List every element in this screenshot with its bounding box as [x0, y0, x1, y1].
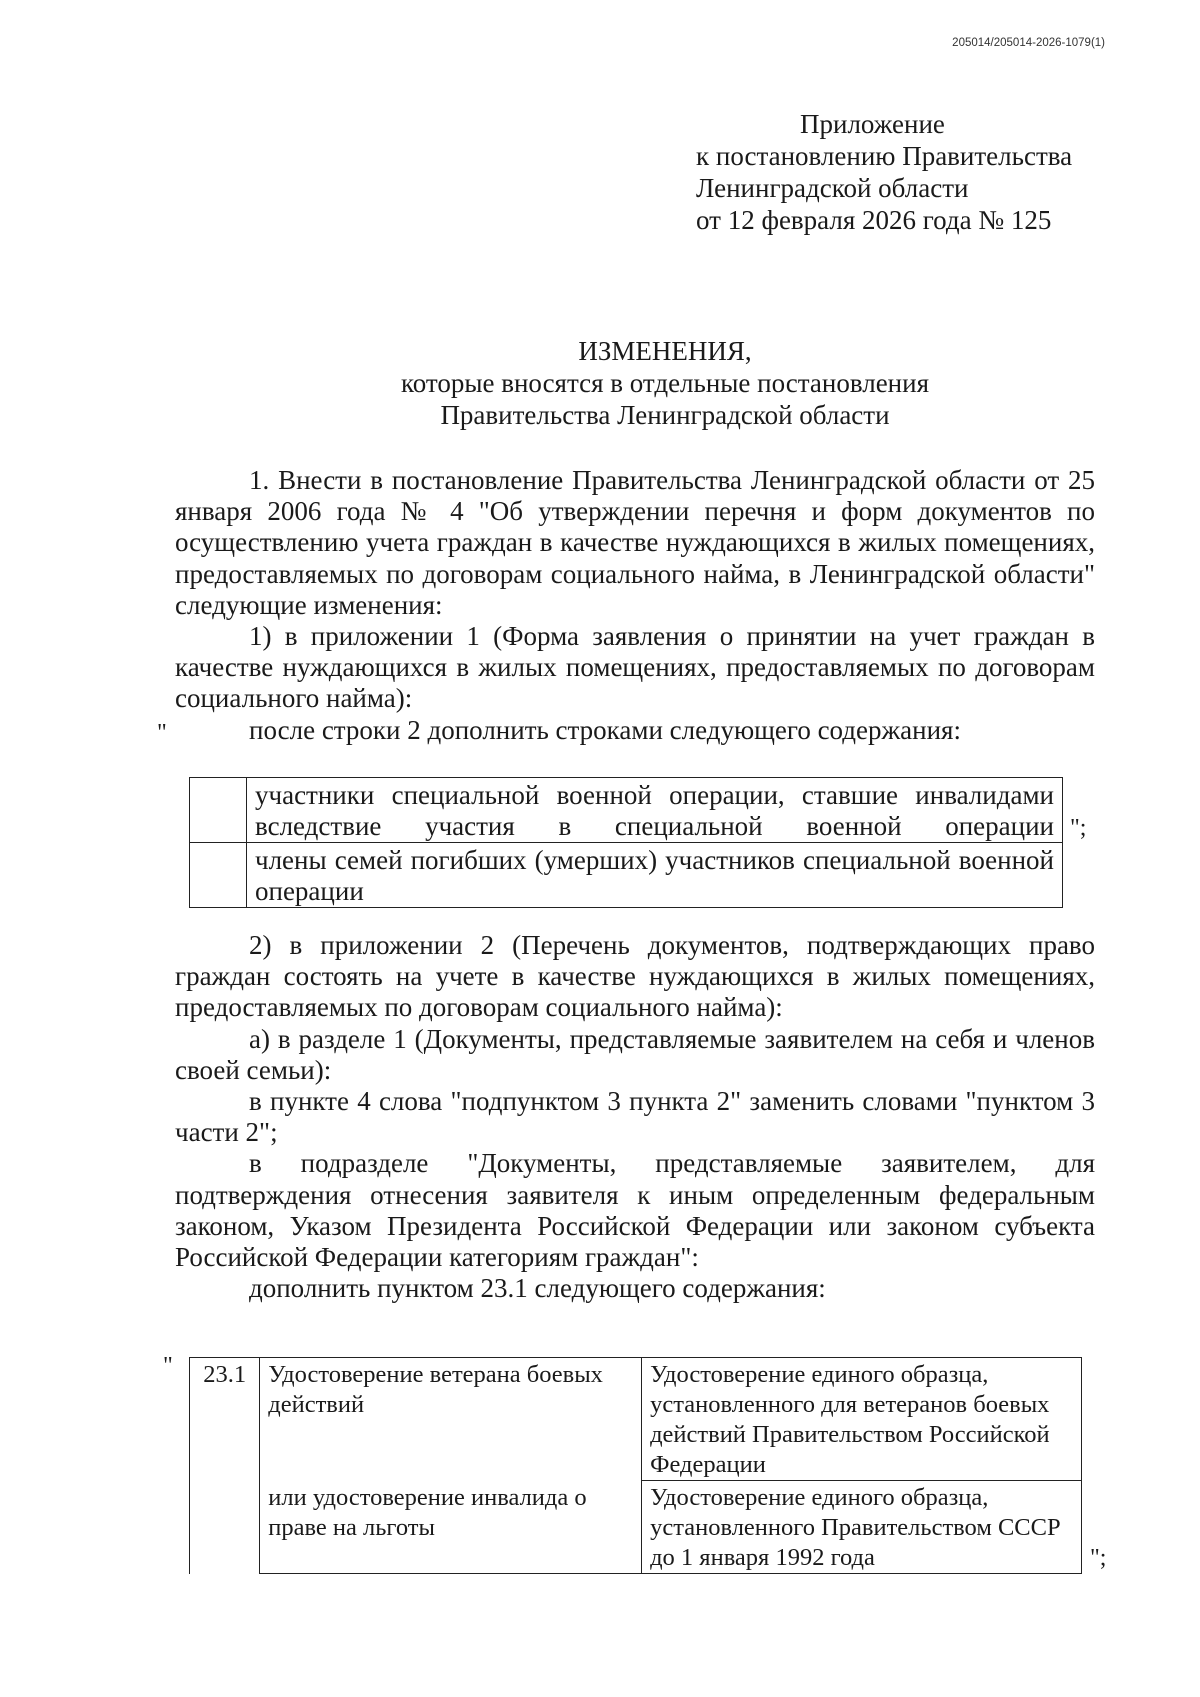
section-1 — [175, 465, 1095, 746]
section-1-paragraph-2: 1) в приложении 1 (Форма заявления о принятии на учет граждан в качестве нуждающихся в жилых помещениях, предоставляемых по договорам социального найма): — [175, 621, 1095, 714]
appendix-line-1: Приложение — [800, 109, 945, 139]
table-cell-document: Удостоверение ветерана боевых действий — [260, 1358, 642, 1481]
appendix-line-2: к постановлению Правительства — [696, 141, 1073, 171]
section-2-paragraph-5: дополнить пунктом 23.1 следующего содержания: — [249, 1273, 826, 1304]
section-2-paragraph-2: а) в разделе 1 (Документы, представляемые заявителем на себя и членов своей семьи): — [175, 1023, 1095, 1085]
table-row — [190, 778, 1063, 843]
table-1-open-quote: " — [157, 720, 167, 746]
section-2-paragraph-4: в подразделе "Документы, представляемые заявителем, для подтверждения отнесения заявителя к иным определенным федеральным законом, Указом Президента Российской Федерации или законом субъекта Российской Федерации категориям граждан": — [175, 1148, 1095, 1273]
table-2-open-quote: " — [163, 1353, 173, 1379]
section-2-paragraph-1: 2) в приложении 2 (Перечень документов, подтверждающих право граждан состоять на учете в качестве нуждающихся в жилых помещениях, предоставляемых по договорам социального найма): — [175, 930, 1095, 1023]
table-cell-num: 23.1 — [190, 1358, 260, 1574]
table-cell-document — [260, 1481, 642, 1574]
table-row — [190, 1358, 1082, 1481]
table-2 — [189, 1357, 1082, 1574]
table-1-close-quote: "; — [1070, 815, 1087, 841]
table-cell-num — [190, 843, 247, 908]
section-1-paragraph-3: после строки 2 дополнить строками следующего содержания: — [249, 714, 961, 745]
table-cell-text: участники специальной военной операции, ставшие инвалидами вследствие участия в специальной военной операции — [247, 778, 1063, 843]
table-row — [190, 843, 1063, 908]
table-cell-description: Удостоверение единого образца, установленного Правительством СССР до 1 января 1992 года — [642, 1481, 1082, 1574]
table-cell-document-text: или удостоверение инвалида о праве на льготы — [268, 1483, 587, 1541]
title-sub-2: Правительства Ленинградской области — [440, 400, 890, 430]
document-title — [0, 335, 1200, 431]
appendix-line-4: от 12 февраля 2026 года № 125 — [696, 205, 1052, 235]
table-cell-description: Удостоверение единого образца, установленного для ветеранов боевых действий Правительством Российской Федерации — [642, 1358, 1082, 1481]
table-2-close-quote: "; — [1090, 1545, 1107, 1571]
appendix-header — [696, 108, 1072, 236]
table-cell-num — [190, 778, 247, 843]
section-2-paragraph-3: в пункте 4 слова "подпунктом 3 пункта 2" заменить словами "пунктом 3 части 2"; — [175, 1086, 1095, 1148]
document-id: 205014/205014-2026-1079(1) — [952, 37, 1105, 49]
table-row — [190, 1481, 1082, 1574]
appendix-line-3: Ленинградской области — [696, 173, 969, 203]
table-cell-text: члены семей погибших (умерших) участников специальной военной операции — [247, 843, 1063, 908]
section-1-paragraph-1: 1. Внести в постановление Правительства Ленинградской области от 25 января 2006 года № 4 "Об утверждении перечня и форм документов по осуществлению учета граждан в качестве нуждающихся в жилых помещениях, предоставляемых по договорам социального найма, в Ленинградской области" следующие изменения: — [175, 465, 1095, 620]
title-heading: ИЗМЕНЕНИЯ, — [578, 336, 752, 366]
table-1 — [189, 777, 1063, 908]
section-2 — [175, 930, 1095, 1304]
title-sub-1: которые вносятся в отдельные постановления — [400, 368, 930, 398]
